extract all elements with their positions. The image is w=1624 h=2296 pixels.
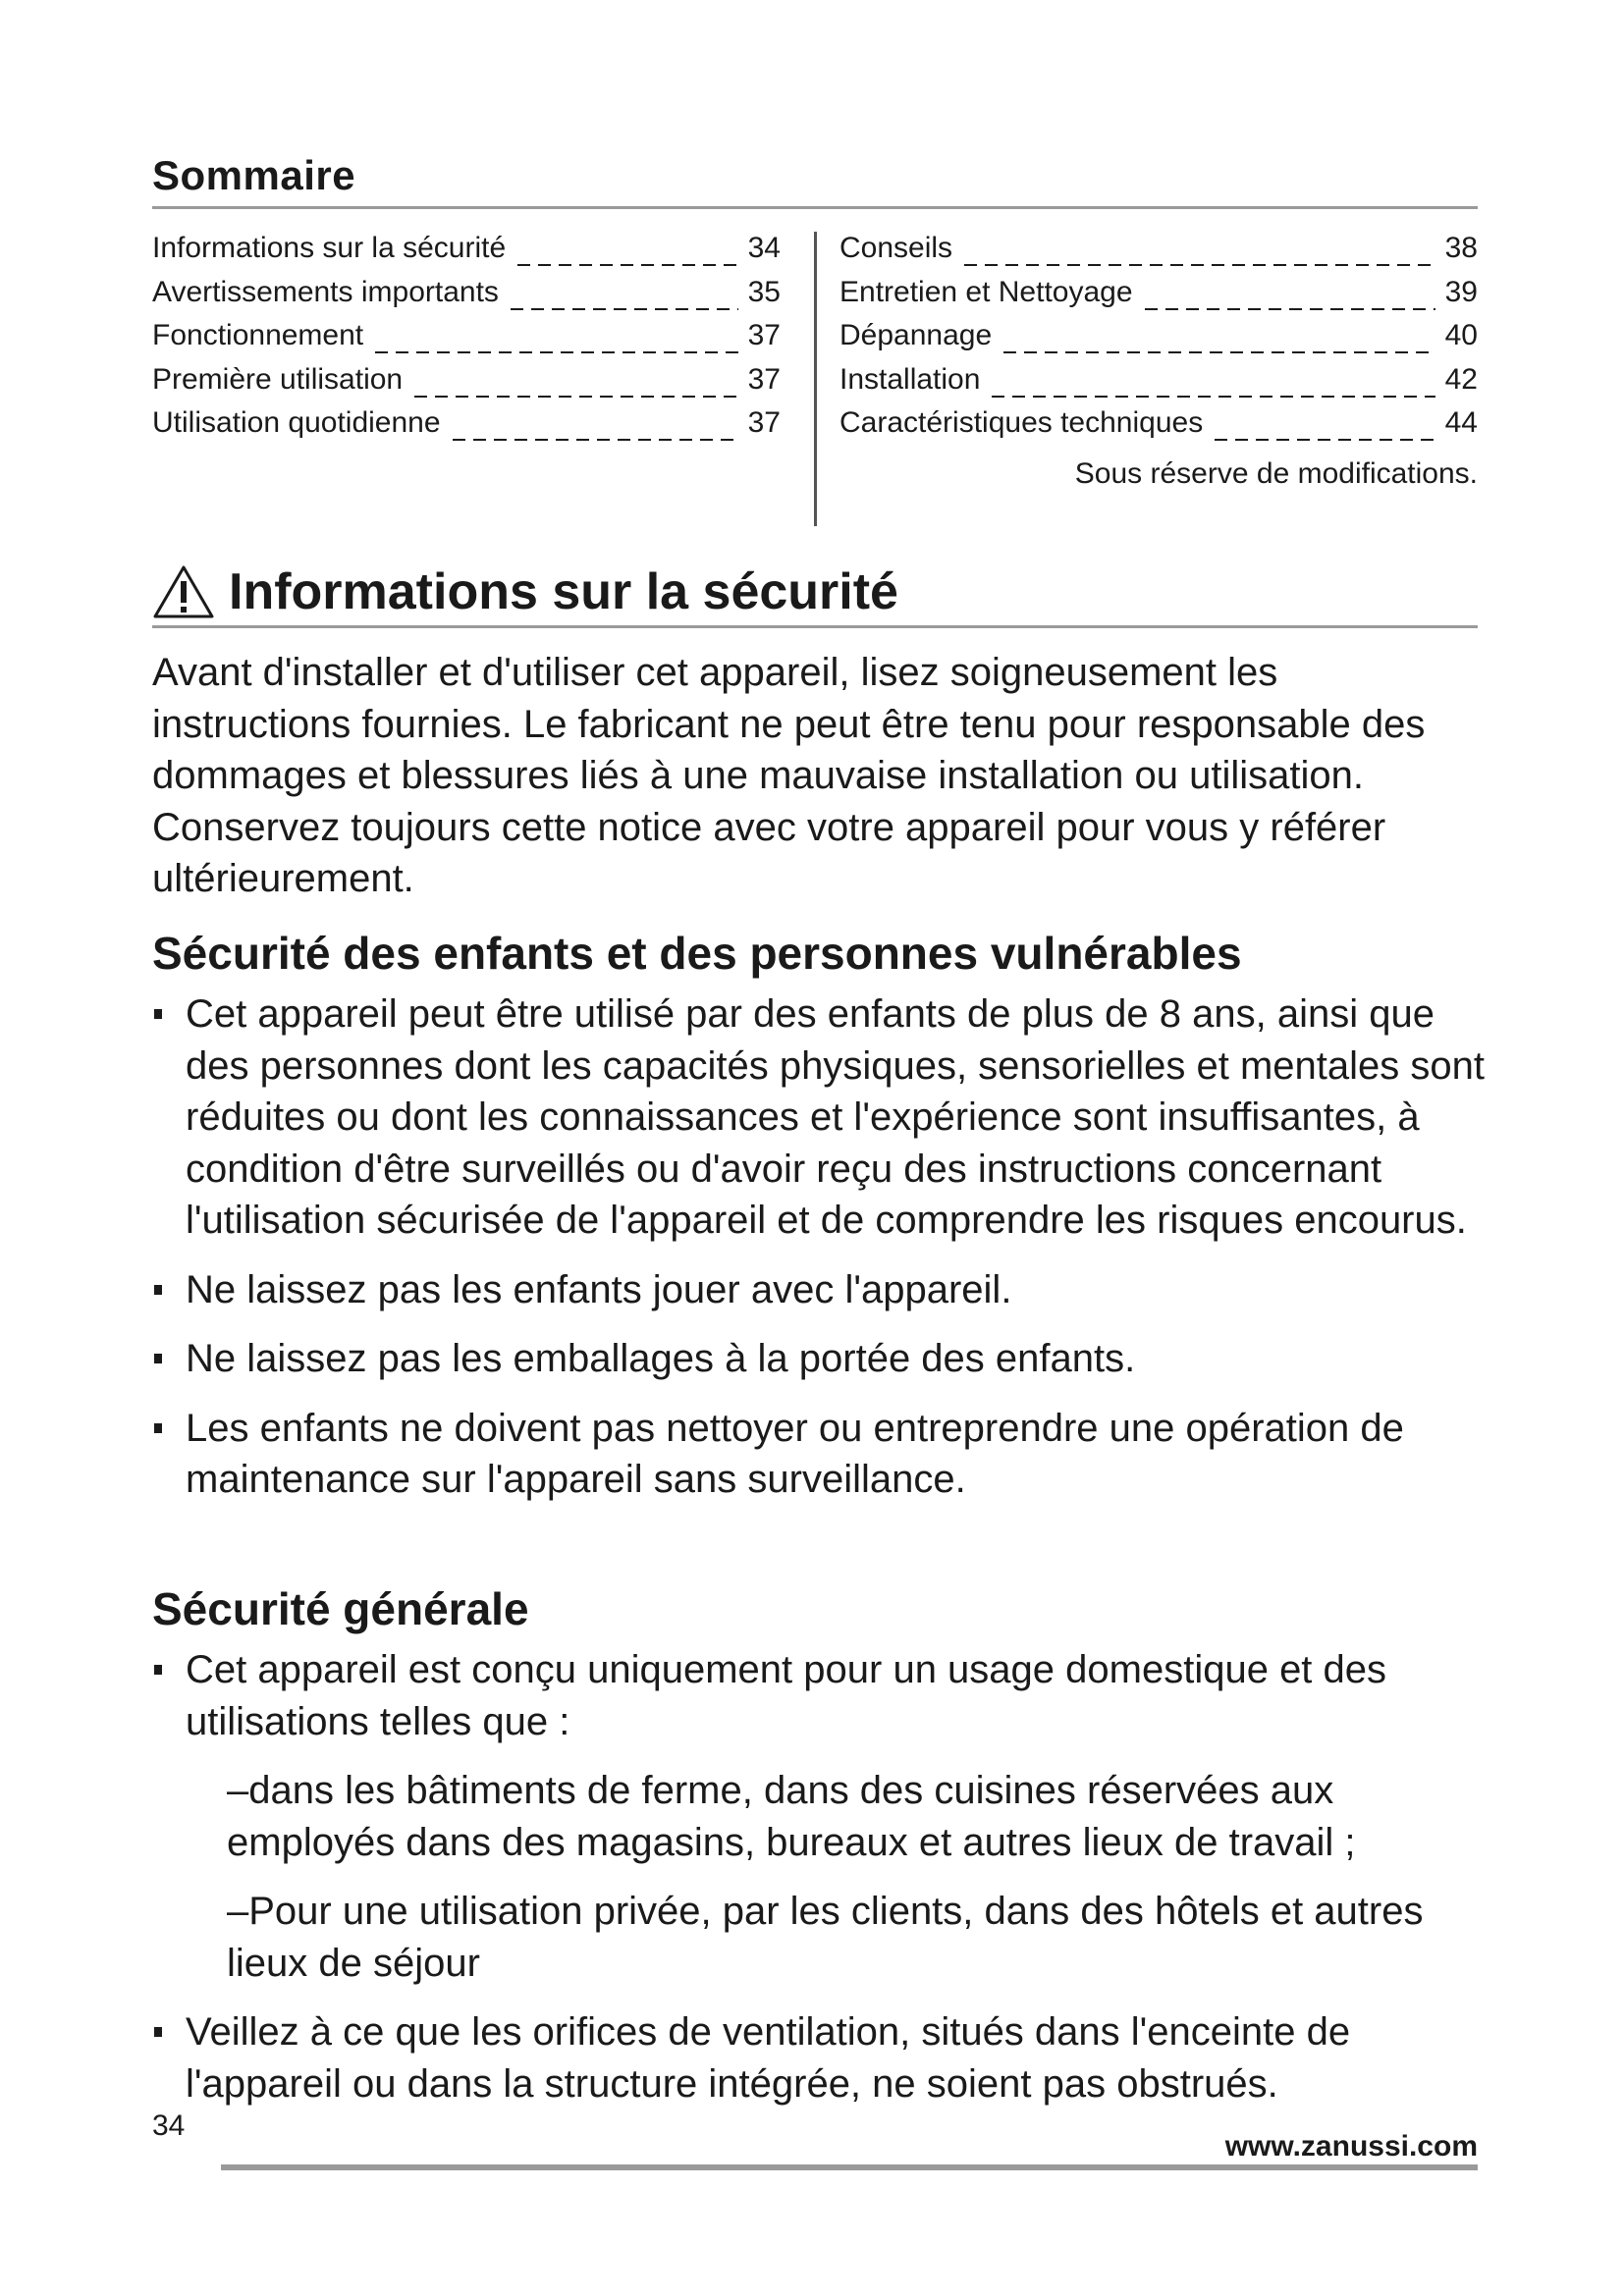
list-item bbox=[152, 1644, 1488, 1747]
toc-column-divider bbox=[814, 232, 817, 526]
toc-entry-label: Avertissements importants bbox=[152, 275, 499, 308]
bullet-square-icon bbox=[154, 1423, 162, 1433]
toc-entry-label: Entretien et Nettoyage bbox=[839, 275, 1133, 308]
toc-entry-page: 37 bbox=[747, 406, 781, 439]
list-item bbox=[152, 988, 1488, 1247]
warning-triangle-icon bbox=[152, 564, 215, 619]
toc-entry-page: 38 bbox=[1444, 232, 1478, 264]
list-item-text: Cet appareil est conçu uniquement pour un usage domestique et des utilisations telles que : bbox=[186, 1648, 1387, 1743]
toc-entry-page: 34 bbox=[747, 232, 781, 264]
list-item-text: Ne laissez pas les emballages à la portée des enfants. bbox=[186, 1337, 1136, 1380]
toc-leader bbox=[453, 439, 738, 441]
toc-leader bbox=[375, 351, 737, 353]
toc-entry[interactable] bbox=[152, 319, 781, 363]
toc-entry-label: Première utilisation bbox=[152, 362, 404, 396]
toc-entry-page: 44 bbox=[1444, 406, 1478, 439]
list-item-text: Les enfants ne doivent pas nettoyer ou entreprendre une opération de maintenance sur l'appareil sans surveillance. bbox=[186, 1406, 1404, 1501]
toc-entry[interactable] bbox=[152, 232, 781, 276]
toc-leader bbox=[517, 264, 737, 266]
modifications-note: Sous réserve de modifications. bbox=[1074, 457, 1478, 490]
toc-entry-page: 39 bbox=[1444, 275, 1478, 308]
toc-leader bbox=[1003, 351, 1435, 353]
list-item bbox=[152, 2006, 1488, 2109]
toc-leader bbox=[1215, 439, 1435, 441]
bullet-square-icon bbox=[154, 2027, 162, 2037]
toc-entry[interactable] bbox=[839, 319, 1478, 363]
toc-leader bbox=[414, 396, 738, 398]
toc-entry-label: Conseils bbox=[839, 232, 953, 264]
list-item bbox=[152, 1333, 1488, 1385]
toc-title: Sommaire bbox=[152, 152, 356, 198]
toc-entry[interactable] bbox=[839, 363, 1478, 407]
toc-left-column bbox=[152, 232, 781, 451]
general-safety-list bbox=[152, 1644, 1488, 2127]
dash-item: –Pour une utilisation privée, par les clients, dans des hôtels et autres lieux de séjour bbox=[227, 1890, 1424, 1985]
toc-right-column bbox=[839, 232, 1478, 451]
list-item-text: Ne laissez pas les enfants jouer avec l'appareil. bbox=[186, 1267, 1012, 1311]
toc-entry-label: Informations sur la sécurité bbox=[152, 232, 507, 264]
children-safety-heading: Sécurité des enfants et des personnes vulnérables bbox=[152, 928, 1242, 979]
safety-heading-text: Informations sur la sécurité bbox=[229, 563, 898, 620]
dash-item: –dans les bâtiments de ferme, dans des cuisines réservées aux employés dans des magasins, bureaux et autres lieux de travail ; bbox=[227, 1769, 1356, 1864]
toc-entry-label: Fonctionnement bbox=[152, 319, 364, 351]
toc-entry-page: 40 bbox=[1444, 319, 1478, 351]
list-item bbox=[152, 1403, 1488, 1506]
manual-page bbox=[152, 0, 1485, 2296]
toc-entry-label: Caractéristiques techniques bbox=[839, 406, 1204, 439]
toc-leader bbox=[964, 264, 1435, 266]
toc-entry[interactable] bbox=[152, 363, 781, 407]
toc-entry-page: 37 bbox=[747, 362, 781, 396]
toc-entry[interactable] bbox=[152, 276, 781, 320]
page-number: 34 bbox=[152, 2109, 186, 2142]
safety-heading-rule bbox=[152, 625, 1478, 628]
list-item-text: Cet appareil peut être utilisé par des enfants de plus de 8 ans, ainsi que des personnes dont les capacités physiques, sensorielles et mentales sont réduites ou dont les connaissances et l'expérience sont insuffisantes, à condition d'être surveillés ou d'avoir reçu des instructions concernant l'utilisation sécurisée de l'appareil et de comprendre les risques encourus. bbox=[186, 992, 1485, 1242]
bullet-square-icon bbox=[154, 1665, 162, 1675]
bullet-square-icon bbox=[154, 1285, 162, 1295]
toc-entry[interactable] bbox=[839, 276, 1478, 320]
toc-entry-label: Dépannage bbox=[839, 319, 993, 351]
toc-leader bbox=[992, 396, 1435, 398]
general-safety-heading: Sécurité générale bbox=[152, 1583, 529, 1634]
footer-rule bbox=[221, 2164, 1478, 2170]
toc-leader bbox=[511, 308, 738, 310]
children-safety-list bbox=[152, 988, 1488, 1523]
bullet-square-icon bbox=[154, 1354, 162, 1363]
website-link[interactable]: www.zanussi.com bbox=[1224, 2130, 1478, 2163]
safety-intro: Avant d'installer et d'utiliser cet appareil, lisez soigneusement les instructions fournies. Le fabricant ne peut être tenu pour responsable des dommages et blessures liés à une mauvaise installation ou utilisation. Conservez toujours cette notice avec votre appareil pour vous y référer ultérieurement. bbox=[152, 651, 1426, 900]
toc-entry-page: 37 bbox=[747, 319, 781, 351]
list-item-text: Veillez à ce que les orifices de ventilation, situés dans l'enceinte de l'appareil ou dans la structure intégrée, ne soient pas obstrués. bbox=[186, 2010, 1351, 2106]
toc-leader bbox=[1145, 308, 1435, 310]
toc-entry-label: Installation bbox=[839, 362, 981, 396]
toc-entry-label: Utilisation quotidienne bbox=[152, 406, 441, 439]
toc-entry[interactable] bbox=[839, 406, 1478, 451]
toc-entry[interactable] bbox=[152, 406, 781, 451]
bullet-square-icon bbox=[154, 1009, 162, 1019]
toc-entry[interactable] bbox=[839, 232, 1478, 276]
toc-entry-page: 42 bbox=[1444, 362, 1478, 396]
safety-heading bbox=[152, 562, 898, 621]
toc-entry-page: 35 bbox=[747, 275, 781, 308]
toc-title-rule bbox=[152, 206, 1478, 209]
list-item bbox=[152, 1264, 1488, 1316]
